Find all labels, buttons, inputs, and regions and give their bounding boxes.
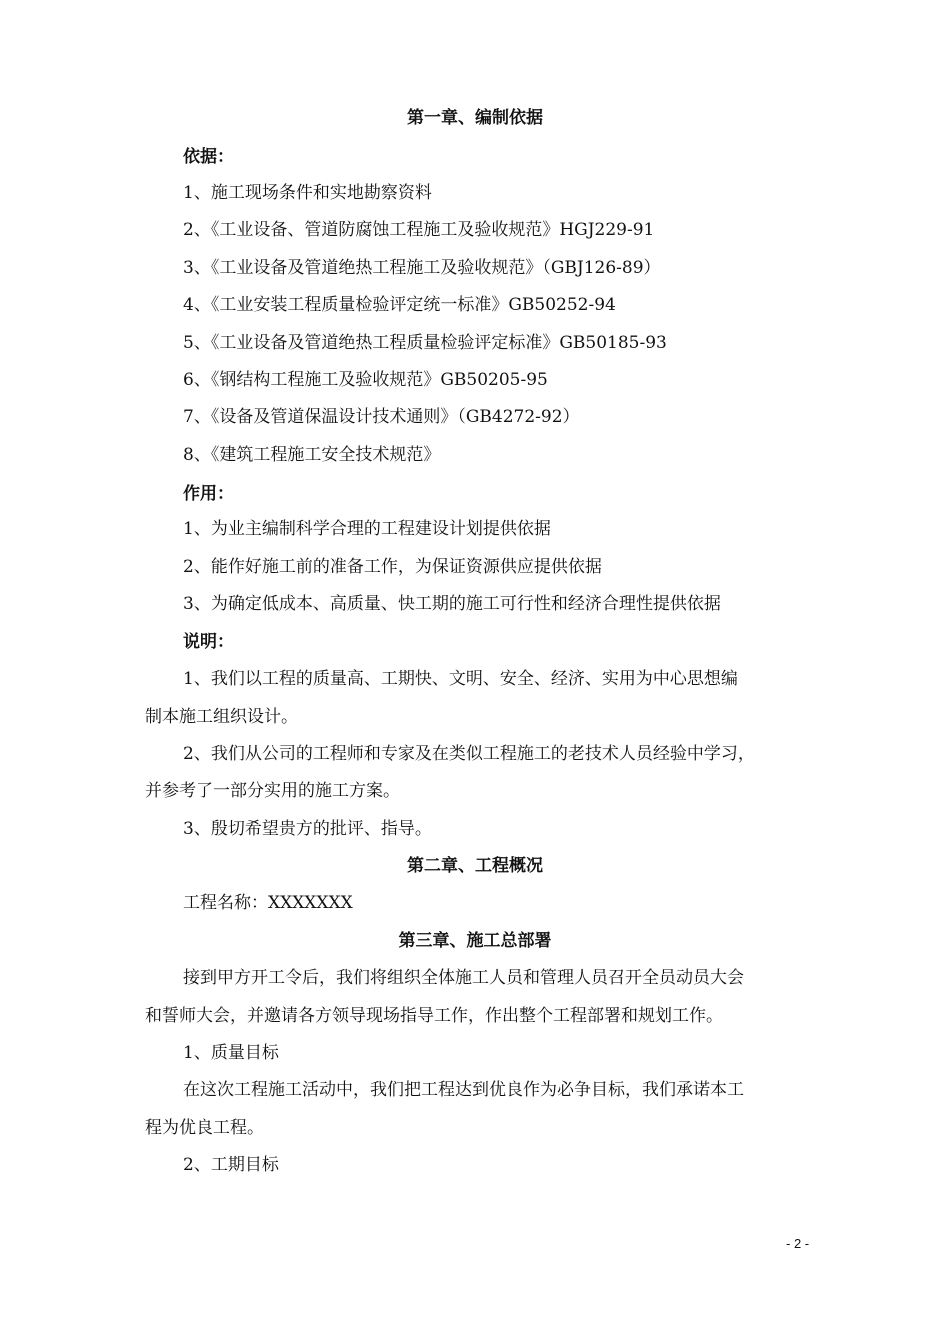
chapter1-title: 第一章、编制依据	[407, 108, 543, 128]
basis-item: 8、《建筑工程施工安全技术规范》	[183, 445, 441, 465]
basis-item: 2、《工业设备、管道防腐蚀工程施工及验收规范》HGJ229-91	[183, 220, 655, 240]
quality-heading: 1、质量目标	[183, 1043, 279, 1063]
notes-heading: 说明：	[183, 632, 234, 652]
project-name: 工程名称：XXXXXXX	[183, 893, 353, 913]
quality-line: 程为优良工程。	[145, 1118, 264, 1138]
basis-item: 6、《钢结构工程施工及验收规范》GB50205-95	[183, 370, 548, 390]
basis-heading: 依据：	[183, 147, 234, 167]
basis-item: 5、《工业设备及管道绝热工程质量检验评定标准》GB50185-93	[183, 333, 667, 353]
intro-line: 和誓师大会，并邀请各方领导现场指导工作，作出整个工程部署和规划工作。	[145, 1006, 723, 1026]
note-line: 并参考了一部分实用的施工方案。	[145, 781, 400, 801]
note-line: 3、殷切希望贵方的批评、指导。	[183, 819, 432, 839]
page-number: - 2 -	[786, 1236, 810, 1251]
basis-item: 4、《工业安装工程质量检验评定统一标准》GB50252-94	[183, 295, 616, 315]
basis-item: 7、《设备及管道保温设计技术通则》（GB4272-92）	[183, 407, 580, 427]
purpose-item: 3、为确定低成本、高质量、快工期的施工可行性和经济合理性提供依据	[183, 594, 721, 614]
basis-item: 1、施工现场条件和实地勘察资料	[183, 183, 432, 203]
note-line: 2、我们从公司的工程师和专家及在类似工程施工的老技术人员经验中学习，	[183, 744, 755, 764]
purpose-item: 2、能作好施工前的准备工作，为保证资源供应提供依据	[183, 557, 602, 577]
purpose-item: 1、为业主编制科学合理的工程建设计划提供依据	[183, 519, 551, 539]
intro-line: 接到甲方开工令后，我们将组织全体施工人员和管理人员召开全员动员大会	[183, 968, 744, 988]
note-line: 制本施工组织设计。	[145, 707, 298, 727]
schedule-heading: 2、工期目标	[183, 1155, 279, 1175]
chapter3-title: 第三章、施工总部署	[398, 931, 552, 951]
chapter2-title: 第二章、工程概况	[407, 856, 543, 876]
note-line: 1、我们以工程的质量高、工期快、文明、安全、经济、实用为中心思想编	[183, 669, 738, 689]
basis-item: 3、《工业设备及管道绝热工程施工及验收规范》（GBJ126-89）	[183, 258, 661, 278]
purpose-heading: 作用：	[183, 484, 234, 504]
quality-line: 在这次工程施工活动中，我们把工程达到优良作为必争目标，我们承诺本工	[183, 1080, 744, 1100]
